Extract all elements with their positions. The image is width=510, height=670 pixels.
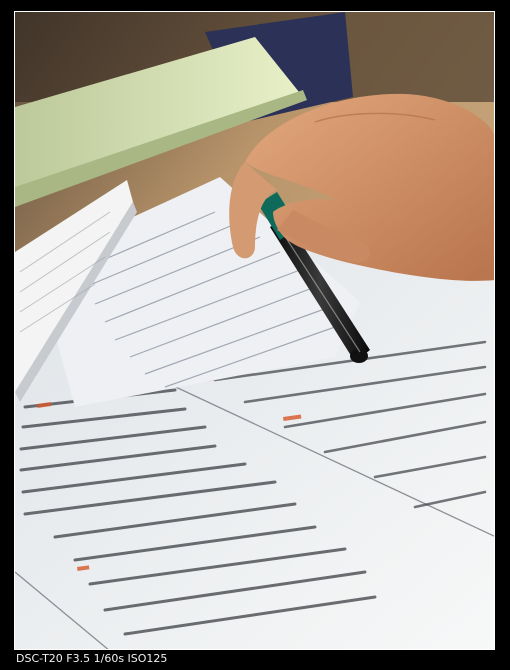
camera-info-caption: DSC-T20 F3.5 1/60s ISO125 bbox=[16, 652, 168, 665]
photo bbox=[14, 11, 495, 650]
